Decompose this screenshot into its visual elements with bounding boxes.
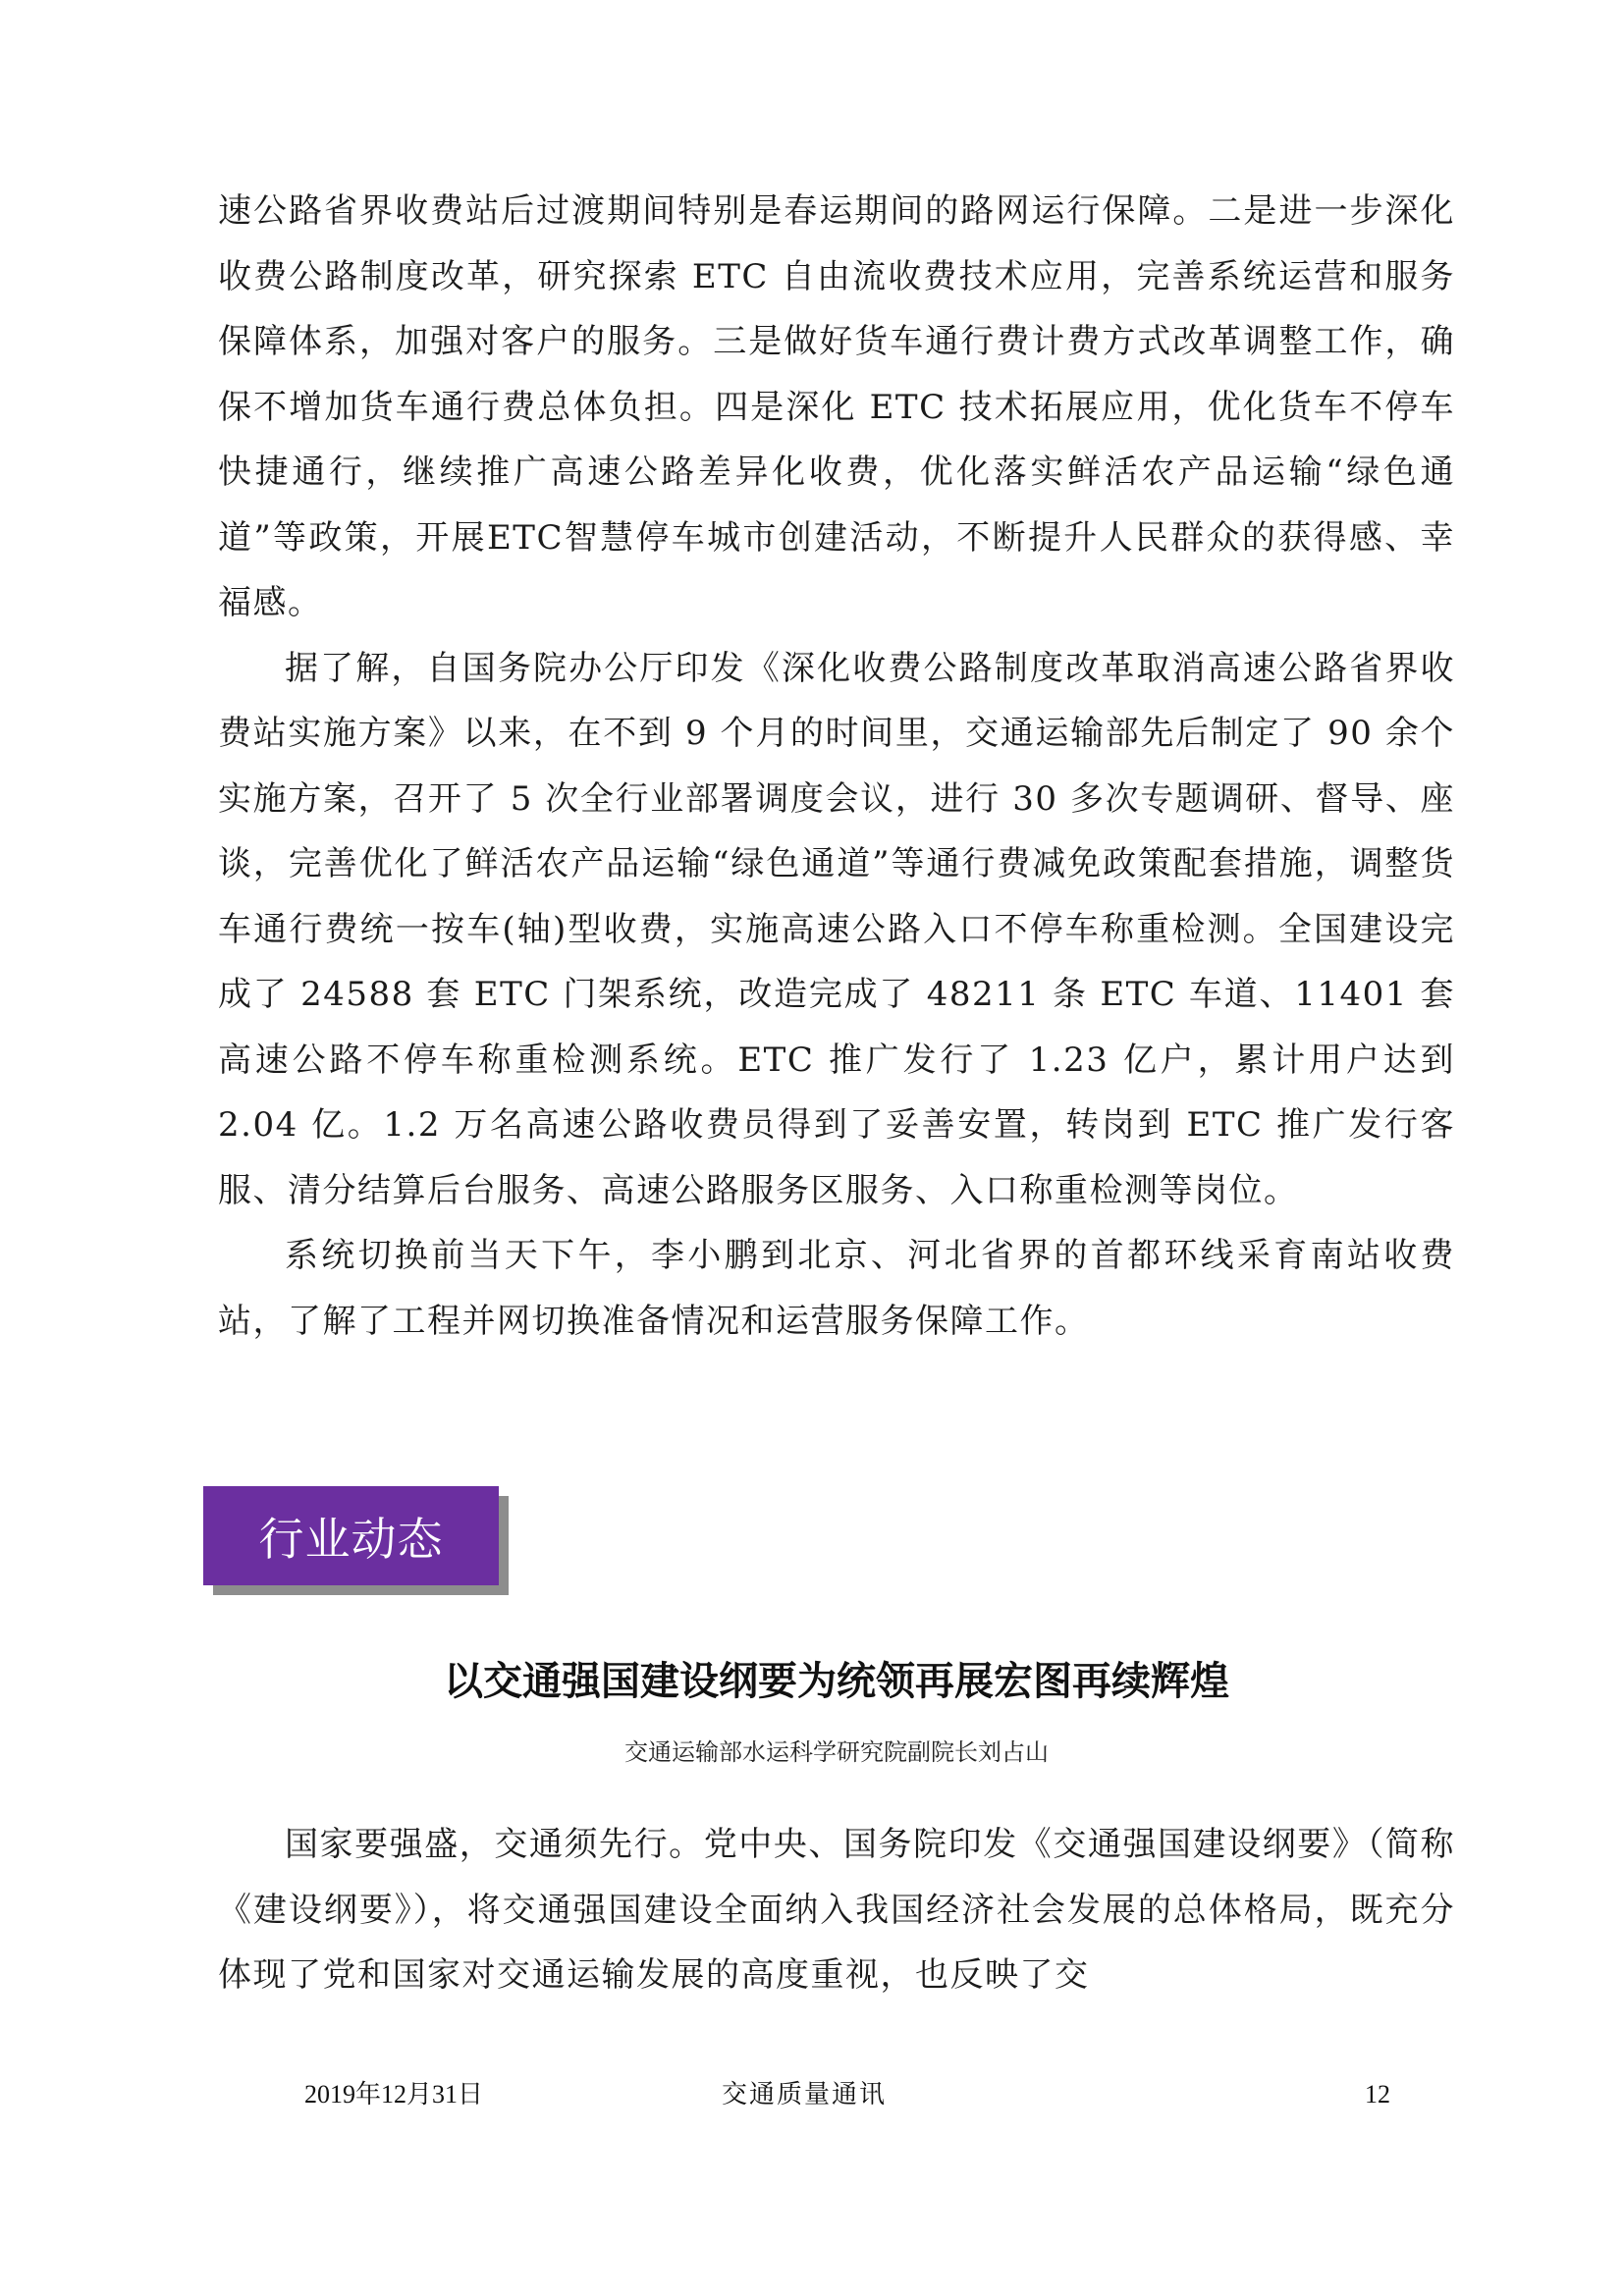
section-header-label: 行业动态 bbox=[258, 1512, 444, 1566]
article-title: 以交通强国建设纲要为统领再展宏图再续辉煌 bbox=[444, 1659, 1229, 1704]
page-number: 12 bbox=[1365, 2080, 1390, 2109]
body-paragraph-1: 速公路省界收费站后过渡期间特别是春运期间的路网运行保障。二是进一步深化收费公路制度改革，研究探索 ETC 自由流收费技术应用，完善系统运营和服务保障体系，加强对客户的服务。三是做好货车通行费计费方式改革调整工作，确保不增加货车通行费总体负担。四是深化 ETC 技术拓展应用，优化货车不停车快捷通行，继续推广高速公路差异化收费，优化落实鲜活农产品运输“绿色通道”等政策，开展ETC智慧停车城市创建活动，不断提升人民群众的获得感、幸福感。 bbox=[218, 191, 1455, 622]
section-header-badge bbox=[203, 1486, 499, 1585]
article-byline: 交通运输部水运科学研究院副院长刘占山 bbox=[624, 1738, 1049, 1766]
body-paragraph-2: 据了解，自国务院办公厅印发《深化收费公路制度改革取消高速公路省界收费站实施方案》以来，在不到 9 个月的时间里，交通运输部先后制定了 90 余个实施方案，召开了 5 次全行业部署调度会议，进行 30 多次专题调研、督导、座谈，完善优化了鲜活农产品运输“绿色通道”等通行费减免政策配套措施，调整货车通行费统一按车(轴)型收费，实施高速公路入口不停车称重检测。全国建设完成了 24588 套 ETC 门架系统，改造完成了 48211 条 ETC 车道、11401 套高速公路不停车称重检测系统。ETC 推广发行了 1.23 亿户，累计用户达到 2.04 亿。1.2 万名高速公路收费员得到了妥善安置，转岗到 ETC 推广发行客服、清分结算后台服务、高速公路服务区服务、入口称重检测等岗位。 bbox=[218, 648, 1455, 1210]
article-body bbox=[218, 1812, 1455, 2008]
footer-date: 2019年12月31日 bbox=[304, 2080, 484, 2109]
article-paragraph-1: 国家要强盛，交通须先行。党中央、国务院印发《交通强国建设纲要》（简称《建设纲要》），将交通强国建设全面纳入我国经济社会发展的总体格局，既充分体现了党和国家对交通运输发展的高度重视，也反映了交 bbox=[218, 1825, 1455, 1995]
footer-publication: 交通质量通讯 bbox=[722, 2080, 888, 2109]
body-paragraph-3: 系统切换前当天下午，李小鹏到北京、河北省界的首都环线采育南站收费站，了解了工程并网切换准备情况和运营服务保障工作。 bbox=[218, 1236, 1455, 1341]
upper-body-text bbox=[218, 179, 1455, 1354]
